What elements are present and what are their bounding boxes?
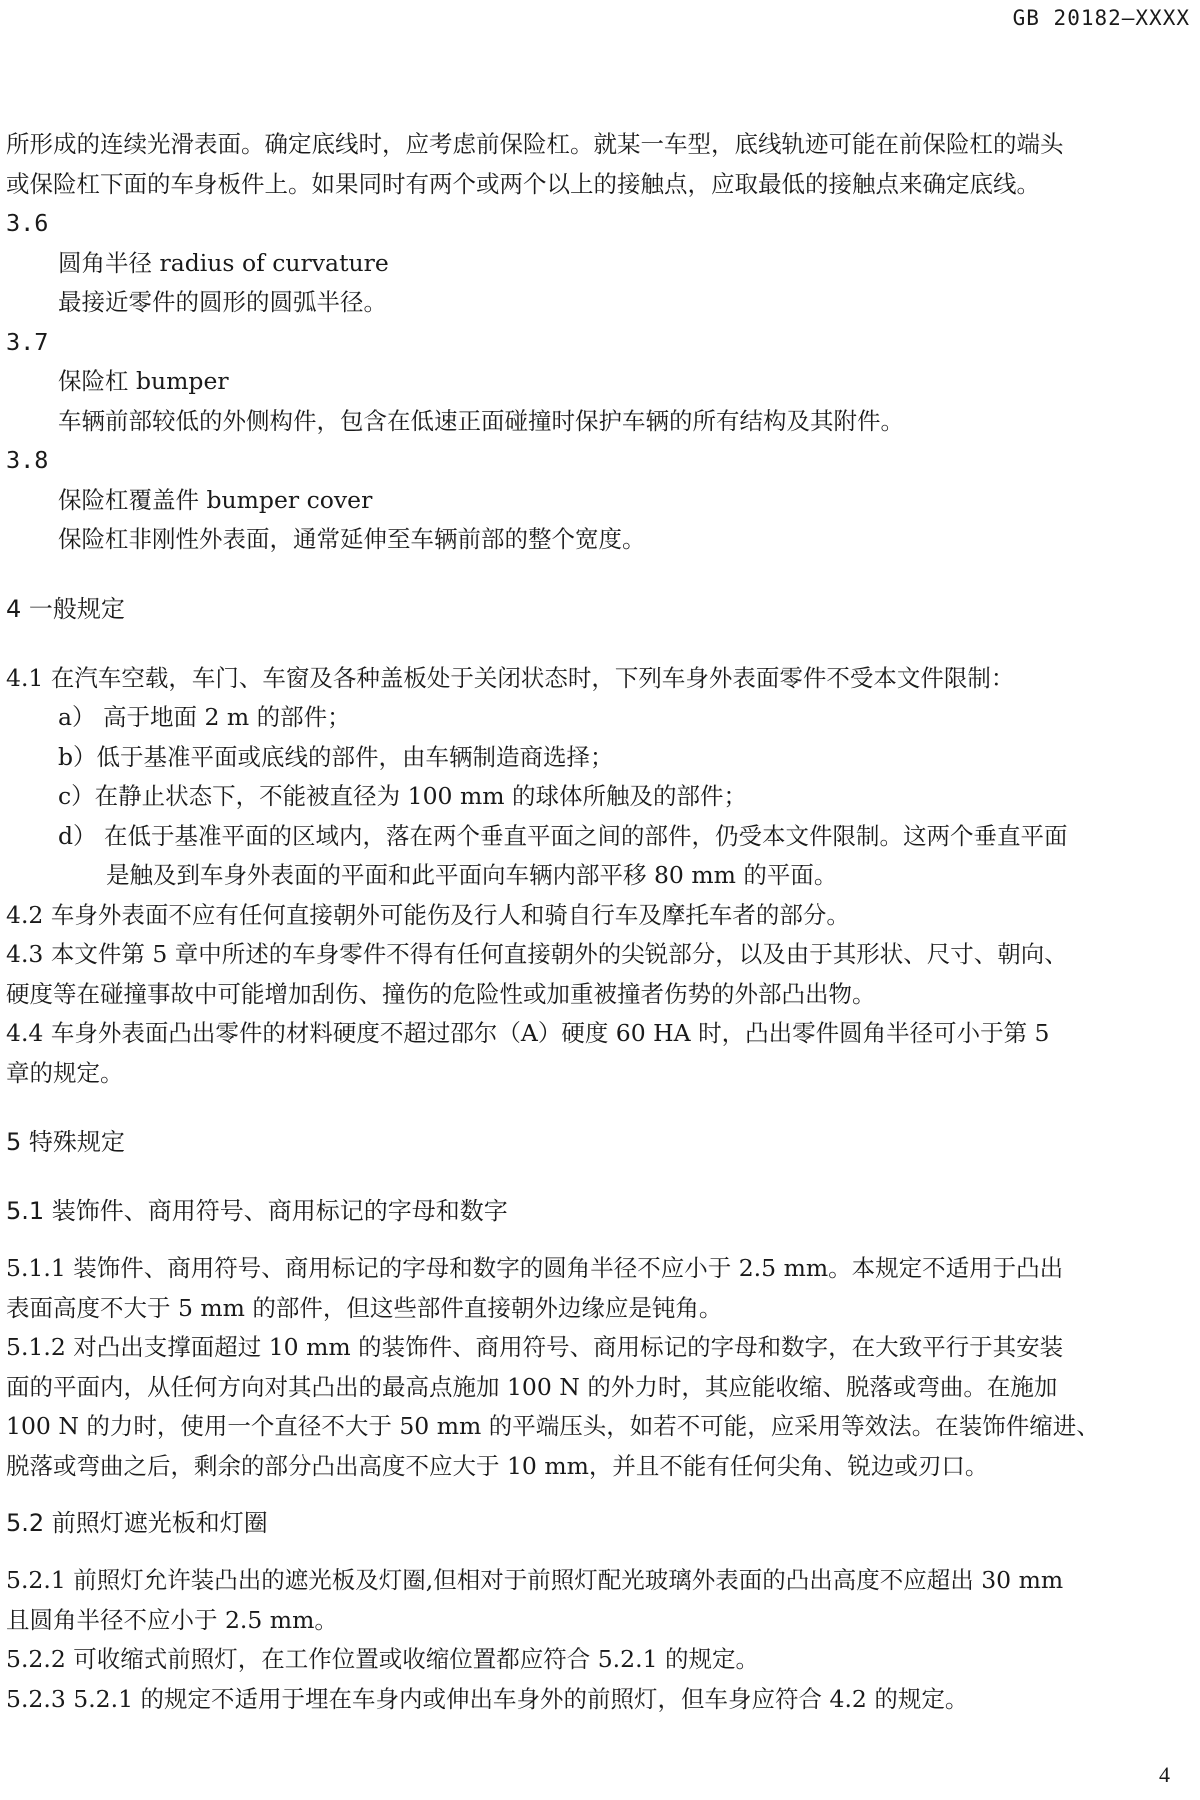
term-title: 保险杠覆盖件 bumper cover — [58, 485, 373, 514]
body-text: 所形成的连续光滑表面。确定底线时，应考虑前保险杠。就某一车型，底线轨迹可能在前保险杠的端头 — [6, 130, 1064, 158]
term-definition: 保险杠非刚性外表面，通常延伸至车辆前部的整个宽度。 — [58, 525, 646, 553]
clause-text: 5.1.1 装饰件、商用符号、商用标记的字母和数字的圆角半径不应小于 2.5 mm。本规定不适用于凸出 — [6, 1254, 1064, 1282]
clause-text: 4.1 在汽车空载，车门、车窗及各种盖板处于关闭状态时，下列车身外表面零件不受本文件限制： — [6, 663, 1015, 692]
list-item: d） 在低于基准平面的区域内，落在两个垂直平面之间的部件，仍受本文件限制。这两个垂直平面 — [58, 821, 1068, 850]
clause-text: 5.1.2 对凸出支撑面超过 10 mm 的装饰件、商用符号、商用标记的字母和数字，在大致平行于其安装 — [6, 1333, 1064, 1361]
subsection-heading: 5.1 装饰件、商用符号、商用标记的字母和数字 — [6, 1197, 508, 1225]
clause-text: 表面高度不大于 5 mm 的部件，但这些部件直接朝外边缘应是钝角。 — [6, 1293, 723, 1322]
clause-text: 5.2.2 可收缩式前照灯，在工作位置或收缩位置都应符合 5.2.1 的规定。 — [6, 1645, 759, 1673]
list-item: a） 高于地面 2 m 的部件； — [58, 703, 351, 731]
subsection-heading: 5.2 前照灯遮光板和灯圈 — [6, 1509, 268, 1537]
page-number: 4 — [1159, 1762, 1170, 1787]
term-number: 3.6 — [6, 209, 49, 237]
section-heading: 5 特殊规定 — [6, 1128, 125, 1156]
list-item: c）在静止状态下，不能被直径为 100 mm 的球体所触及的部件； — [58, 782, 747, 810]
clause-text: 100 N 的力时，使用一个直径不大于 50 mm 的平端压头，如若不可能，应采用等效法。在装饰件缩进、 — [6, 1412, 1100, 1440]
clause-text: 面的平面内，从任何方向对其凸出的最高点施加 100 N 的外力时，其应能收缩、脱落或弯曲。在施加 — [6, 1372, 1058, 1401]
clause-text: 5.2.3 5.2.1 的规定不适用于埋在车身内或伸出车身外的前照灯，但车身应符合 4.2 的规定。 — [6, 1684, 969, 1713]
term-definition: 最接近零件的圆形的圆弧半径。 — [58, 288, 387, 316]
section-heading: 4 一般规定 — [6, 594, 125, 623]
term-number: 3.7 — [6, 327, 49, 356]
document-body — [6, 125, 1186, 1719]
clause-text: 5.2.1 前照灯允许装凸出的遮光板及灯圈,但相对于前照灯配光玻璃外表面的凸出高度不应超出 30 mm — [6, 1566, 1064, 1594]
clause-text: 章的规定。 — [6, 1058, 124, 1087]
clause-text: 硬度等在碰撞事故中可能增加刮伤、撞伤的危险性或加重被撞者伤势的外部凸出物。 — [6, 979, 876, 1008]
term-title: 保险杠 bumper — [58, 367, 229, 395]
body-text: 或保险杠下面的车身板件上。如果同时有两个或两个以上的接触点，应取最低的接触点来确定底线。 — [6, 169, 1040, 198]
clause-text: 且圆角半径不应小于 2.5 mm。 — [6, 1605, 338, 1634]
term-title: 圆角半径 radius of curvature — [58, 248, 389, 277]
term-number: 3.8 — [6, 446, 49, 474]
document-id: GB 20182—XXXX — [1012, 6, 1190, 30]
list-item: b）低于基准平面或底线的部件，由车辆制造商选择； — [58, 742, 614, 771]
clause-text: 4.4 车身外表面凸出零件的材料硬度不超过邵尔（A）硬度 60 HA 时，凸出零件圆角半径可小于第 5 — [6, 1019, 1050, 1047]
list-item-continuation: 是触及到车身外表面的平面和此平面向车辆内部平移 80 mm 的平面。 — [106, 861, 838, 889]
term-definition: 车辆前部较低的外侧构件，包含在低速正面碰撞时保护车辆的所有结构及其附件。 — [58, 406, 904, 435]
clause-text: 脱落或弯曲之后，剩余的部分凸出高度不应大于 10 mm，并且不能有任何尖角、锐边或刃口。 — [6, 1451, 989, 1480]
clause-text: 4.2 车身外表面不应有任何直接朝外可能伤及行人和骑自行车及摩托车者的部分。 — [6, 900, 850, 929]
clause-text: 4.3 本文件第 5 章中所述的车身零件不得有任何直接朝外的尖锐部分，以及由于其形状、尺寸、朝向、 — [6, 940, 1068, 968]
